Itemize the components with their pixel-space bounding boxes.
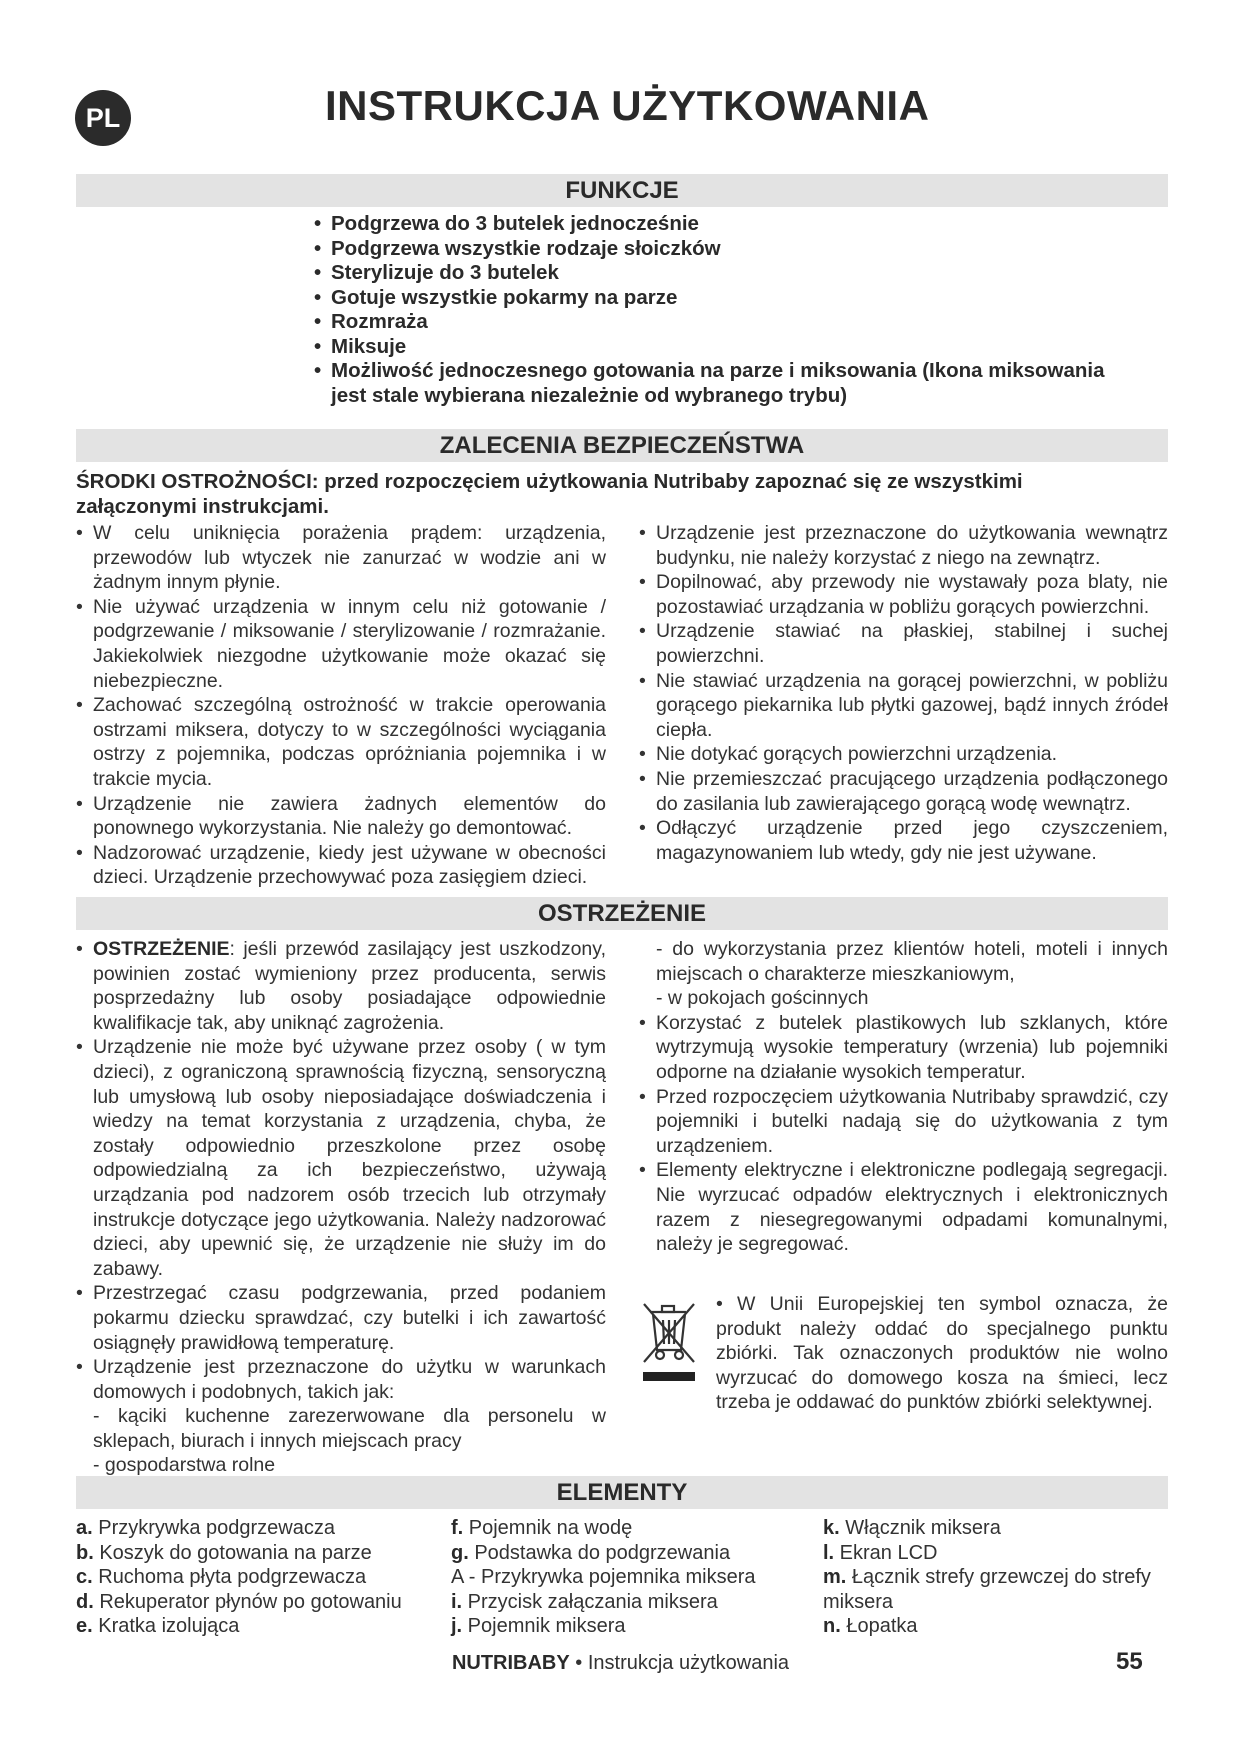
safety-left-column — [76, 521, 606, 890]
list-item: g. Podstawka do podgrzewania — [451, 1541, 731, 1564]
list-item: n. Łopatka — [823, 1615, 918, 1637]
list-item: • Nadzorować urządzenie, kiedy jest używane w obecności dzieci. Urządzenie przechowywać poza zasięgiem dzieci. — [76, 841, 606, 890]
warning-label: OSTRZEŻENIE — [93, 938, 230, 960]
safety-right-column — [639, 521, 1168, 865]
warning-text: : jeśli przewód zasilający jest uszkodzony, powinien zostać wymieniony przez producenta, serwis posprzedażny lub osoby posiadające odpowiednie kwalifikacje tak, aby uniknąć zagrożenia. — [93, 938, 606, 1034]
list-item: • Podgrzewa wszystkie rodzaje słoiczków — [314, 237, 1134, 262]
list-item: i. Przycisk załączania miksera — [451, 1590, 718, 1613]
list-item: • Elementy elektryczne i elektroniczne podlegają segregacji. Nie wyrzucać odpadów elektrycznych i elektronicznych razem z niesegregowanymi odpadami komunalnymi, należy je segregować. — [639, 1158, 1168, 1256]
list-item: - gospodarstwa rolne — [93, 1454, 276, 1477]
list-item: • Nie przemieszczać pracującego urządzenia podłączonego do zasilania lub zawierającego gorącą wodę wewnątrz. — [639, 767, 1168, 816]
list-item: • Miksuje — [314, 335, 1134, 360]
list-item: • Rozmraża — [314, 310, 1134, 335]
elements-column-1 — [76, 1516, 402, 1639]
footer-text: Instrukcja użytkowania — [587, 1652, 790, 1674]
safety-intro: ŚRODKI OSTROŻNOŚCI: przed rozpoczęciem użytkowania Nutribaby zapoznać się ze wszystkimi załączonymi instrukcjami. — [76, 470, 1023, 518]
list-item: • Przestrzegać czasu podgrzewania, przed podaniem pokarmu dziecku sprawdzać, czy butelki i ich zawartość osiągnęły prawidłową temperaturę. — [76, 1281, 606, 1355]
list-item: • Zachować szczególną ostrożność w trakcie operowania ostrzami miksera, dotyczy to w szczególności wyciągania ostrzy z pojemnika, podczas opróżniania pojemnika i w trakcie mycia. — [76, 693, 606, 791]
list-item: • Sterylizuje do 3 butelek — [314, 261, 1134, 286]
warning-left-column — [76, 937, 606, 1478]
list-item: j. Pojemnik miksera — [451, 1615, 626, 1637]
weee-notice: • W Unii Europejskiej ten symbol oznacza, że produkt należy oddać do specjalnego punktu zbiórki. Tak oznaczonych produktów nie wolno wyrzucać do domowego kosza na śmieci, lecz trzeba je oddawać do punktów zbiórki selektywnej. — [716, 1293, 1168, 1414]
page-title: INSTRUKCJA UŻYTKOWANIA — [325, 82, 930, 129]
list-item: • Nie używać urządzenia w innym celu niż gotowanie / podgrzewanie / miksowanie / sterylizowanie / rozmrażanie. Jakiekolwiek niezgodne użytkowanie może okazać się niebezpieczne. — [76, 595, 606, 693]
list-item: - kąciki kuchenne zarezerwowane dla personelu w sklepach, biurach i innych miejscach pracy — [93, 1405, 606, 1452]
warning-right-column — [639, 937, 1168, 1257]
list-item: - do wykorzystania przez klientów hoteli, moteli i innych miejscach o charakterze mieszkaniowym, — [656, 938, 1168, 985]
warning-heading: OSTRZEŻENIE — [76, 897, 1168, 930]
list-item: miksera — [823, 1590, 894, 1613]
list-item — [76, 937, 606, 1035]
list-item: • Urządzenie jest przeznaczone do użytkowania wewnątrz budynku, nie należy korzystać z niego na zewnątrz. — [639, 521, 1168, 570]
elements-column-2 — [451, 1516, 756, 1639]
safety-heading: ZALECENIA BEZPIECZEŃSTWA — [76, 429, 1168, 462]
list-item: k. Włącznik miksera — [823, 1517, 1001, 1539]
list-item: • Urządzenie nie może być używane przez osoby ( w tym dzieci), z ograniczoną sprawnością fizyczną, sensoryczną lub umysłową lub osoby nieposiadające doświadczenia i wiedzy na temat korzystania z urządzenia, chyba, że zostały odpowiednio przeszkolone przez osobę odpowiedzialną za ich bezpieczeństwo, używają urządzania pod nadzorem osób trzecich lub otrzymały instrukcje dotyczące jego użytkowania. Należy nadzorować dzieci, aby upewnić się, że urządzenie nie służy im do zabawy. — [76, 1035, 606, 1281]
list-item: • Gotuje wszystkie pokarmy na parze — [314, 286, 1134, 311]
elements-heading: ELEMENTY — [76, 1476, 1168, 1509]
list-item: • Nie dotykać gorących powierzchni urządzenia. — [639, 742, 1168, 767]
list-item: - w pokojach gościnnych — [656, 987, 869, 1010]
list-item: • Korzystać z butelek plastikowych lub szklanych, które wytrzymują wysokie temperatury (wrzenia) lub pojemniki odporne na działanie wysokich temperatur. — [639, 1011, 1168, 1085]
list-item: f. Pojemnik na wodę — [451, 1517, 633, 1539]
list-item: • W celu uniknięcia porażenia prądem: urządzenia, przewodów lub wtyczek nie zanurzać w wodzie ani w żadnym innym płynie. — [76, 521, 606, 595]
page-number: 55 — [1116, 1648, 1143, 1675]
list-item: • Urządzenie jest przeznaczone do użytku w warunkach domowych i podobnych, takich jak: — [76, 1355, 606, 1404]
list-item: e. Kratka izolująca — [76, 1615, 240, 1637]
weee-recycle-bin-icon — [640, 1300, 698, 1384]
elements-column-3 — [823, 1516, 1151, 1639]
list-item: • Przed rozpoczęciem użytkowania Nutribaby sprawdzić, czy pojemniki i butelki nadają się do użytkowania z tym urządzeniem. — [639, 1085, 1168, 1159]
list-item: • Możliwość jednoczesnego gotowania na parze i miksowania (Ikona miksowania jest stale wybierana niezależnie od wybranego trybu) — [314, 359, 1134, 408]
list-item: • Urządzenie stawiać na płaskiej, stabilnej i suchej powierzchni. — [639, 619, 1168, 668]
list-item: • Podgrzewa do 3 butelek jednocześnie — [314, 212, 1134, 237]
list-item: • Odłączyć urządzenie przed jego czyszczeniem, magazynowaniem lub wtedy, gdy nie jest używane. — [639, 816, 1168, 865]
list-item: c. Ruchoma płyta podgrzewacza — [76, 1566, 367, 1588]
footer-brand: NUTRIBABY — [451, 1652, 570, 1674]
list-item: l. Ekran LCD — [823, 1541, 938, 1564]
list-item: A - Przykrywka pojemnika miksera — [451, 1566, 756, 1588]
list-item: • Urządzenie nie zawiera żadnych elementów do ponownego wykorzystania. Nie należy go demontować. — [76, 792, 606, 841]
functions-list — [314, 212, 1134, 408]
list-item: m. Łącznik strefy grzewczej do strefy — [823, 1566, 1151, 1588]
functions-heading: FUNKCJE — [76, 174, 1168, 207]
list-item: b. Koszyk do gotowania na parze — [76, 1541, 372, 1564]
list-item: a. Przykrywka podgrzewacza — [76, 1517, 335, 1539]
footer-separator: • — [569, 1652, 588, 1674]
list-item: • Nie stawiać urządzenia na gorącej powierzchni, w pobliżu gorącego piekarnika lub płytki gazowej, bądź innych źródeł ciepła. — [639, 669, 1168, 743]
footer — [0, 1652, 1241, 1675]
language-badge: PL — [75, 90, 131, 146]
list-item: • Dopilnować, aby przewody nie wystawały poza blaty, nie pozostawiać urządzania w pobliżu gorących powierzchni. — [639, 570, 1168, 619]
list-item: d. Rekuperator płynów po gotowaniu — [76, 1590, 402, 1613]
